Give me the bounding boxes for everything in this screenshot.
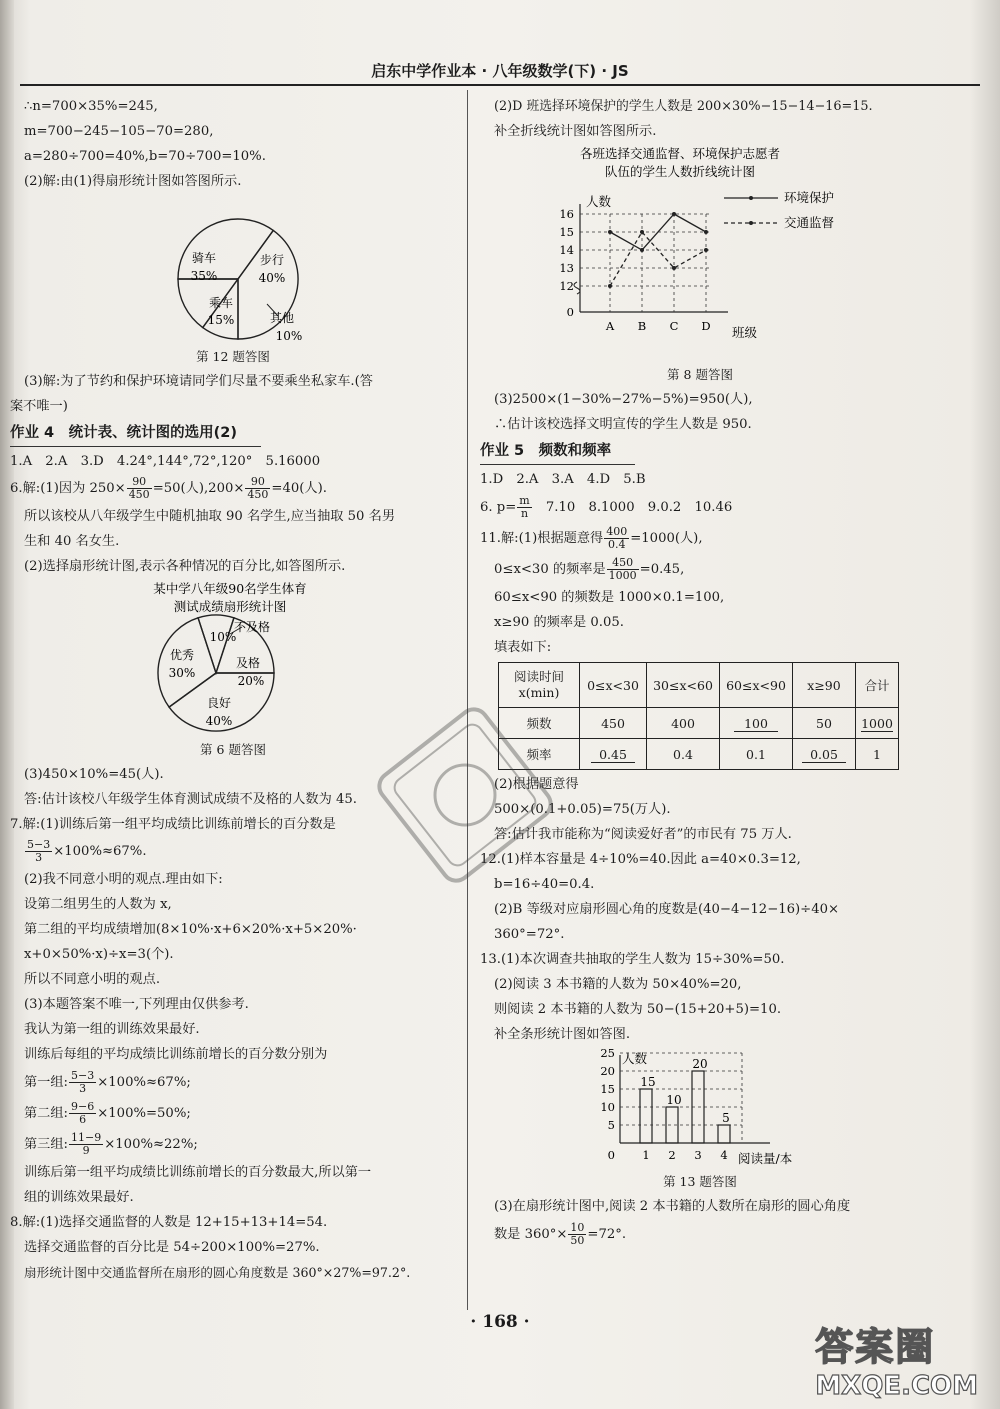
y-tick-label: 10 [600,1100,615,1114]
site-watermark [815,1316,978,1401]
text-line: 选择交通监督的百分比是 54÷200×100%=27%. [24,1240,320,1255]
pie6-label: 良好 [206,696,232,710]
text-line: 组的训练效果最好. [24,1190,134,1205]
denominator: 50 [570,1234,585,1247]
filled-answer: 0.05 [802,748,846,763]
filled-answer: 1000 [861,715,893,731]
fraction [69,1132,103,1157]
x-tick-label: 3 [694,1148,702,1162]
x-axis-label: 阅读量/本 [738,1151,793,1166]
text-run: 6.解:(1)因为 250× [10,481,126,496]
y-tick-label: 15 [559,225,574,239]
pie6-label: 40% [205,714,233,728]
text-run: =50(人),200× [152,481,245,496]
data-point [608,284,612,288]
y-tick-label: 14 [559,243,574,257]
y-axis-label: 人数 [586,194,612,209]
watermark-logo: 答案圈 [815,1325,936,1369]
x-tick-label: 4 [720,1148,728,1162]
table-header-cell: x≥90 [793,663,856,708]
table-cell [580,739,647,770]
text-line [10,1098,456,1129]
text-line: 我认为第一组的训练效果最好. [24,1022,200,1037]
text-line: 补全条形统计图如答图. [494,1027,631,1042]
text-run: =1000(人), [630,531,703,546]
x-tick-label: 1 [642,1148,650,1162]
watermark-url: MXQE.COM [815,1371,978,1401]
denominator: 450 [128,488,150,501]
text-run: 第三组: [24,1137,69,1152]
text-line: 13.(1)本次调查共抽取的学生人数为 15÷30%=50. [480,952,785,967]
table-cell: 450 [580,708,647,739]
y-tick-label: 0 [566,305,574,319]
line8-title: 队伍的学生人数折线统计图 [604,164,756,179]
text-line: (3)解:为了节约和保护环境请同学们尽量不要乘坐私家车.(答 [24,374,373,389]
text-line: b=16÷40=0.4. [494,877,595,892]
bar [718,1125,730,1143]
data-point [704,230,708,234]
table-cell [720,708,793,739]
text-line: (2)选择扇形统计图,表示各种情况的百分比,如答图所示. [24,559,346,574]
pie6-slice [198,615,234,673]
data-point [672,212,676,216]
text-line: 案不唯一) [10,399,68,414]
y-tick-label: 20 [600,1064,615,1078]
text-line: ∴n=700×35%=245, [24,99,158,114]
bar-value-label: 15 [640,1075,656,1089]
pie6-label: 20% [237,674,265,688]
text-line: a=280÷700=40%,b=70÷700=10%. [24,149,266,164]
text-line [10,1067,456,1098]
table-header-cell: 60≤x<90 [720,663,793,708]
y-axis-label: 人数 [622,1051,648,1066]
text-run: 数是 360°× [494,1227,568,1242]
text-line: (2)解:由(1)得扇形统计图如答图所示. [24,174,242,189]
text-line: (2)根据题意得 [494,777,579,792]
denominator: 6 [79,1113,87,1126]
legend-traffic-label: 交通监督 [784,215,835,230]
text-run: ×100%=50%; [97,1106,191,1121]
text-line: 则阅读 2 本书籍的人数为 50−(15+20+5)=10. [494,1002,782,1017]
bar-value-label: 20 [692,1057,708,1071]
data-point [640,248,644,252]
table-header-cell: 30≤x<60 [647,663,720,708]
denominator: 3 [79,1082,87,1095]
bar-value-label: 5 [722,1111,730,1125]
text-line: 12.(1)样本容量是 4÷10%=40.因此 a=40×0.3=12, [480,852,801,867]
text-line: 补全折线统计图如答图所示. [494,124,657,139]
table-cell: 频率 [499,739,580,770]
text-run: 0≤x<30 的频率是 [494,562,606,577]
numerator: 10 [570,1221,585,1234]
table-header-cell: 0≤x<30 [580,663,647,708]
x-tick-label: C [669,319,679,333]
text-run: 第二组: [24,1106,69,1121]
section-heading [480,437,920,467]
data-point [672,266,676,270]
right-column [480,94,920,1250]
line-chart-q8 [480,144,920,362]
text-line: m=700−245−105−70=280, [24,124,214,139]
text-run: 7.10 8.1000 9.0.2 10.46 [532,500,733,515]
text-run: ×100%≈67%. [53,844,147,859]
pie6-label: 不及格 [233,620,271,634]
x-tick-label: 2 [668,1148,676,1162]
table-cell: 1 [856,739,899,770]
figure-caption: 第 13 题答图 [663,1174,737,1189]
fraction [69,1101,96,1126]
text-run: 第一组: [24,1075,69,1090]
figure-caption: 第 8 题答图 [667,367,733,382]
text-line: x+0×50%·x)÷x=3(个). [24,947,174,962]
text-line: 设第二组男生的人数为 x, [24,897,172,912]
text-line [480,523,920,554]
line8-plot [559,204,728,333]
text-line: 8.解:(1)选择交通监督的人数是 12+15+13+14=54. [10,1215,328,1230]
text-line: 答:估计我市能称为“阅读爱好者”的市民有 75 万人. [494,827,792,842]
line8-title: 各班选择交通监督、环境保护志愿者 [579,146,781,161]
pie6-label: 优秀 [169,648,195,662]
pie12-label: 35% [190,269,218,283]
text-line [10,474,456,504]
header-title: 启东中学作业本 · 八年级数学(下) · JS [371,62,629,80]
y-tick-label: 12 [559,279,574,293]
pie12-label: 乘车 [208,296,234,310]
table-cell [793,739,856,770]
pie12-label: 骑车 [191,251,217,265]
pie-chart-q12 [10,194,456,344]
text-line: 60≤x<90 的频数是 1000×0.1=100, [494,590,725,605]
numerator: 90 [127,476,152,489]
section-heading [10,419,456,449]
text-line: 7.解:(1)训练后第一组平均成绩比训练前增长的百分数是 [10,817,336,832]
numerator: m [519,494,530,507]
y-tick-label: 15 [600,1082,615,1096]
text-line: (2)我不同意小明的观点.理由如下: [24,872,223,887]
header-text: x(min) [518,685,560,700]
pie12-label: 其他 [269,311,295,325]
pie12-label: 40% [258,271,286,285]
fraction [517,495,531,520]
legend-env-dot [749,196,753,200]
table-header-cell: 合计 [856,663,899,708]
y-tick-label: 0 [607,1148,615,1162]
text-line: (2)阅读 3 本书籍的人数为 50×40%=20, [494,977,742,992]
y-tick-label: 16 [559,207,574,221]
text-line: 答:估计该校八年级学生体育测试成绩不及格的人数为 45. [24,792,357,807]
text-line: 训练后每组的平均成绩比训练前增长的百分数分别为 [24,1047,328,1062]
text-line [480,554,920,585]
header-text: 阅读时间 [513,669,564,684]
numerator: 5−3 [27,838,51,851]
numerator: 450 [607,557,639,570]
x-tick-label: B [637,319,647,333]
fraction [607,557,639,582]
figure-caption: 第 12 题答图 [196,349,270,364]
table-cell: 频数 [499,708,580,739]
legend-traffic-dot [749,221,753,225]
numerator: 9−6 [71,1100,95,1113]
bar-chart-q13 [480,1047,920,1169]
denominator: 9 [82,1144,90,1157]
pie6-label: 30% [168,666,196,680]
y-tick-label: 13 [559,261,574,275]
figure-caption: 第 6 题答图 [200,742,266,757]
pie12-label: 10% [275,329,303,343]
text-line: 第二组的平均成绩增加(8×10%·x+6×20%·x+5×20%· [24,922,357,937]
denominator: 1000 [608,569,637,582]
text-line: (3)2500×(1−30%−27%−5%)=950(人), [494,392,753,407]
numerator: 5−3 [71,1069,95,1082]
text-line: x≥90 的频率是 0.05. [494,615,624,630]
x-tick-label: A [605,319,615,333]
text-line [480,492,920,523]
text-line: 1.A 2.A 3.D 4.24°,144°,72°,120° 5.16000 [10,454,321,469]
section-title: 作业 5 频数和频率 [480,439,635,465]
left-column [10,94,456,1285]
fraction [25,839,52,864]
filled-answer: 100 [734,717,778,732]
denominator: 0.4 [607,538,626,551]
text-line: (2)D 班选择环境保护的学生人数是 200×30%−15−14−16=15. [494,99,873,114]
pie6-label: 及格 [235,656,261,670]
page-number: · 168 · [470,1312,530,1332]
data-point [608,230,612,234]
pie6-title: 测试成绩扇形统计图 [173,599,287,614]
text-line: (3)在扇形统计图中,阅读 2 本书籍的人数所在扇形的圆心角度 [494,1199,851,1214]
y-tick-label: 25 [600,1047,615,1060]
numerator: 11−9 [71,1131,102,1144]
text-line: (3)450×10%=45(人). [24,767,164,782]
text-line: ∴估计该校选择文明宣传的学生人数是 950. [494,417,752,432]
text-line: 训练后第一组平均成绩比训练前增长的百分数最大,所以第一 [24,1165,372,1180]
x-axis-label: 班级 [732,325,758,340]
filled-answer: 0.45 [591,748,635,763]
table-cell: 0.1 [720,739,793,770]
denominator: 3 [35,851,43,864]
x-tick-label: D [701,319,711,333]
text-run: =40(人). [271,481,327,496]
text-line: 所以该校从八年级学生中随机抽取 90 名学生,应当抽取 50 名男 [24,509,396,524]
text-line: 生和 40 名女生. [24,534,120,549]
fraction [568,1222,586,1247]
table-cell: 0.4 [647,739,720,770]
page-header [20,56,980,86]
text-line [10,1129,456,1160]
legend-env-label: 环境保护 [784,190,835,205]
text-run: ×100%≈67%; [97,1075,191,1090]
pie12-label: 15% [207,313,235,327]
section-title: 作业 4 统计表、统计图的选用(2) [10,421,261,447]
text-line: 360°=72°. [494,927,565,942]
text-run: =0.45, [639,562,685,577]
pie6-label: 10% [209,630,237,644]
table-cell: 50 [793,708,856,739]
pie6-slice [158,618,216,707]
pie6-title: 某中学八年级90名学生体育 [153,581,307,596]
pie12-label: 步行 [259,253,285,267]
bar [640,1089,652,1143]
text-run: ×100%≈22%; [104,1137,198,1152]
text-run: 6. p= [480,500,517,515]
y-tick-label: 5 [607,1118,615,1132]
table-cell [856,708,899,739]
numerator: 90 [245,476,270,489]
text-line: 1.D 2.A 3.A 4.D 5.B [480,472,646,487]
bar-value-label: 10 [666,1093,682,1107]
fraction [604,526,629,551]
stamp-seal [370,700,560,890]
text-line: 500×(0.1+0.05)=75(万人). [494,802,671,817]
denominator: n [520,507,529,520]
axis-break [574,282,580,294]
denominator: 450 [247,488,269,501]
text-line: (2)B 等级对应扇形圆心角的度数是(40−4−12−16)÷40× [494,902,840,917]
table-cell: 400 [647,708,720,739]
data-point [640,230,644,234]
text-run: =72°. [587,1227,627,1242]
text-line: 填表如下: [494,640,552,655]
fraction [69,1070,96,1095]
numerator: 400 [606,525,628,538]
text-line [480,1219,920,1250]
data-point [704,248,708,252]
fraction [127,476,152,501]
text-run: 11.解:(1)根据题意得 [480,531,604,546]
fraction [245,476,270,501]
text-line: (3)本题答案不唯一,下列理由仅供参考. [24,997,249,1012]
text-line: 所以不同意小明的观点. [24,972,161,987]
text-line: 扇形统计图中交通监督所在扇形的圆心角度数是 360°×27%=97.2°. [24,1265,411,1280]
